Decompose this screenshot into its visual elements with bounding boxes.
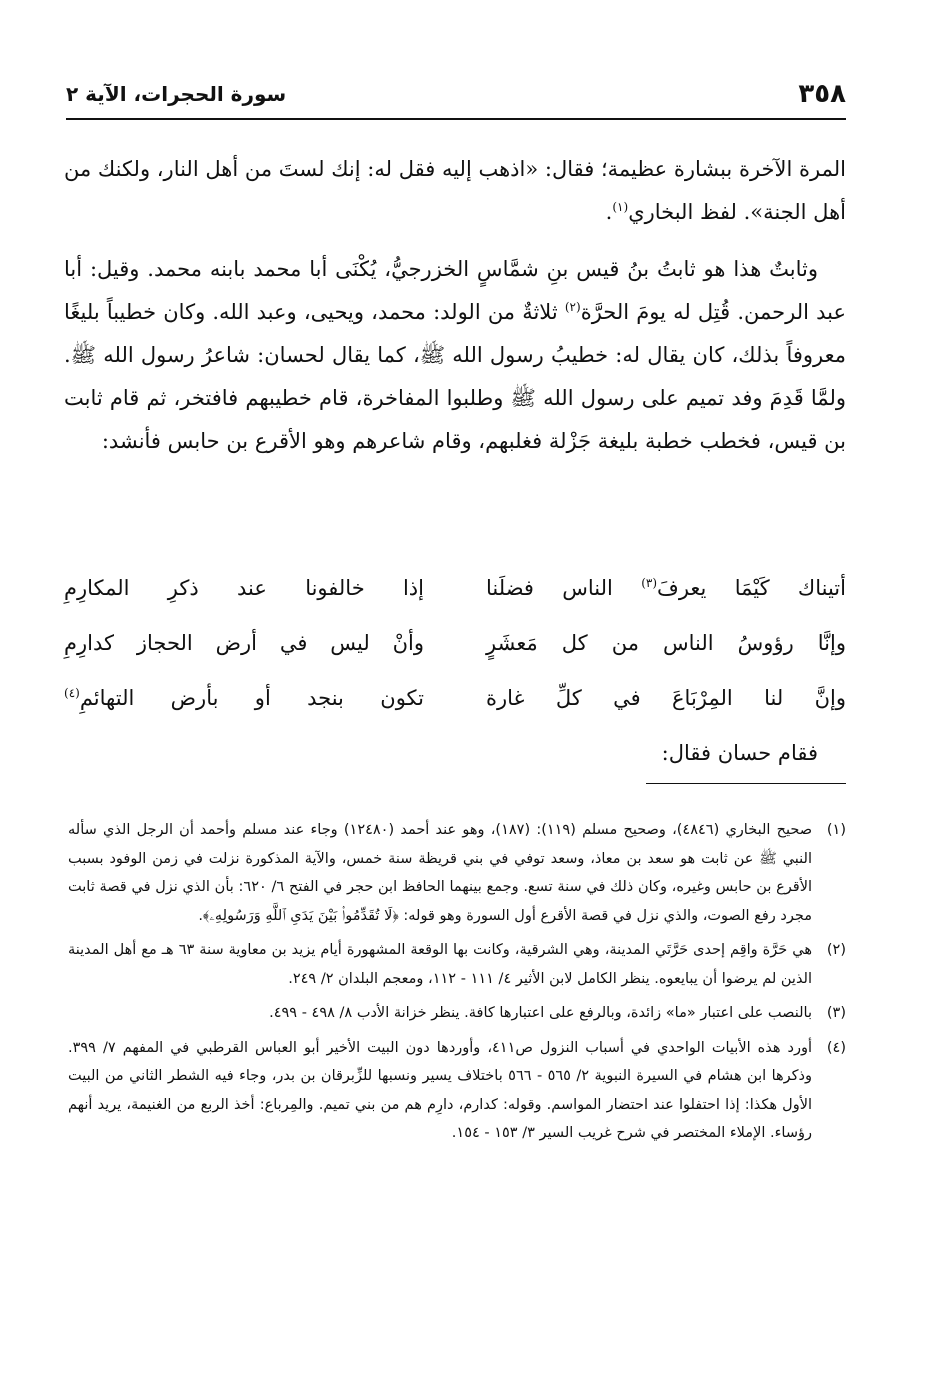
verse-3-first-hemistich: وإنَّ لنا المِرْبَاعَ في كلِّ غارة bbox=[486, 685, 846, 710]
verse-2 bbox=[64, 615, 846, 670]
footnote-ref-2: (٢) bbox=[564, 300, 581, 314]
verse-3-second-text: تكون بنجد أو بأرض التهائمِ bbox=[79, 685, 424, 710]
footnote-1 bbox=[68, 816, 846, 930]
verse-1-first-text: أتيناك كَيْمَا يعرفَ bbox=[657, 575, 846, 600]
paragraph-2-text: وثابتٌ هذا هو ثابتُ بنُ قيس بنِ شمَّاسٍ الخزرجيُّ، يُكْنَى أبا محمد بابنه محمد. وقيل: أبا عبد الرحمن. قُتِل له يومَ الحرَّة bbox=[64, 257, 846, 324]
verse-3-second-hemistich bbox=[64, 686, 424, 710]
header-rule bbox=[66, 118, 846, 120]
paragraph-2-continuation: ثلاثةٌ من الولد: محمد، ويحيى، وعبد الله. وكان خطيباً بليغًا معروفاً بذلك، كان يقال له: خطيبُ رسول الله ﷺ، كما يقال لحسان: شاعرُ رسول الله ﷺ. ولمَّا قَدِمَ وفد تميم على رسول الله ﷺ وطلبوا المفاخرة، قام خطيبهم فافتخر، ثم قام ثابت بن قيس، فخطب خطبة بليغة جَزْلة فغلبهم، وقام شاعرهم وهو الأقرع بن حابس فأنشد: bbox=[64, 300, 846, 453]
footnote-separator bbox=[646, 783, 846, 784]
verse-2-first-hemistich: وإنَّا رؤوسُ الناس من كل مَعشَرٍ bbox=[486, 630, 846, 655]
footnote-3-text: بالنصب على اعتبار «ما» زائدة، وبالرفع على اعتبارها كافة. ينظر خزانة الأدب ٨/ ٤٩٨ - ٤٩٩. bbox=[269, 1005, 812, 1021]
footnote-2-mark: (٢) bbox=[826, 942, 846, 958]
paragraph-2 bbox=[64, 248, 846, 463]
footnote-2-text: هي حَرَّة واقِم إحدى حَرَّتَي المدينة، وهي الشرقية، وكانت بها الوقعة المشهورة أيام يزيد بن معاوية سنة ٦٣ هـ مع أهل المدينة الذين لم يرضوا أن يبايعوه. ينظر الكامل لابن الأثير ٤/ ١١١ - ١١٢، ومعجم البلدان ٢/ ٢٤٩. bbox=[68, 942, 812, 987]
page-header bbox=[66, 74, 846, 114]
footnote-3-mark: (٣) bbox=[826, 1005, 846, 1021]
footnote-4-mark: (٤) bbox=[826, 1039, 846, 1056]
running-title: سورة الحجرات، الآية ٢ bbox=[66, 82, 287, 106]
footnote-4-text: أورد هذه الأبيات الواحدي في أسباب النزول ص٤١١، وأوردها دون البيت الأخير أبو العباس القرطبي في المفهم ٧/ ٣٩٩. وذكرها ابن هشام في السيرة النبوية ٢/ ٥٦٥ - ٥٦٦ باختلاف يسير ونسبها للزِّبرقان بن بدر، وجاء فيه الشطر الثاني من البيت الأول هكذا: إذا احتفلوا عند احتضار المواسم. وقوله: كدارم، دارِم هم من بني تميم. والمِرباع: أخذ الربع من الغنيمة، يريد أنهم رؤساء. الإملاء المختصر في شرح غريب السير ٣/ ١٥٣ - ١٥٤. bbox=[68, 1039, 812, 1141]
footnote-ref-3: (٣) bbox=[641, 575, 658, 590]
footnote-4 bbox=[68, 1034, 846, 1148]
poem bbox=[64, 560, 846, 725]
footnotes bbox=[68, 816, 846, 1154]
verse-1-second-hemistich: إذا خالفونا عند ذكرِ المكارِمِ bbox=[64, 575, 424, 600]
verse-1-first-hemistich bbox=[486, 576, 846, 600]
footnote-ref-4: (٤) bbox=[64, 685, 80, 700]
verse-3 bbox=[64, 670, 846, 725]
verse-2-second-hemistich: وأنْ ليس في أرض الحجاز كدارِمِ bbox=[64, 630, 424, 655]
footnote-3 bbox=[68, 999, 846, 1028]
footnote-1-text: صحيح البخاري (٤٨٤٦)، وصحيح مسلم (١١٩): (١٨٧)، وهو عند أحمد (١٢٤٨٠) وجاء عند مسلم وأحمد أن الرجل الذي سأله النبي ﷺ عن ثابت هو سعد بن معاذ، وسعد توفي في بني قريظة سنة خمس، والآية المذكورة نزلت في زمن الوفود بسبب الأقرع بن حابس وغيره، وكان ذلك في سنة تسع. وجمع بينهما الحافظ ابن حجر في الفتح ٦/ ٦٢٠: بأن الذي نزل في قصة ثابت مجرد رفع الصوت، والذي نزل في قصة الأقرع أول السورة وهو قوله: ﴿لَا تُقَدِّمُوا۟ بَيْنَ يَدَىِ ٱللَّهِ وَرَسُولِهِۦ﴾. bbox=[68, 822, 813, 924]
page-number: ٣٥٨ bbox=[798, 79, 846, 109]
footnote-1-mark: (١) bbox=[826, 822, 846, 838]
closing-line: فقام حسان فقال: bbox=[661, 741, 818, 765]
verse-1 bbox=[64, 560, 846, 615]
verse-1-first-text-end: الناس فضلَنا bbox=[486, 575, 642, 600]
footnote-2 bbox=[68, 936, 846, 993]
main-text bbox=[64, 148, 846, 463]
paragraph-1: المرة الآخرة ببشارة عظيمة؛ فقال: «اذهب إليه فقل له: إنك لستَ من أهل النار، ولكنك من أهل الجنة». لفظ البخاري$^{(١)}$. bbox=[64, 157, 846, 224]
footnote-ref-1: (١) bbox=[612, 200, 629, 214]
paragraph-1-text: المرة الآخرة ببشارة عظيمة؛ فقال: «اذهب إليه فقل له: إنك لستَ من أهل النار، ولكنك من أهل الجنة». لفظ البخاري bbox=[64, 157, 846, 224]
